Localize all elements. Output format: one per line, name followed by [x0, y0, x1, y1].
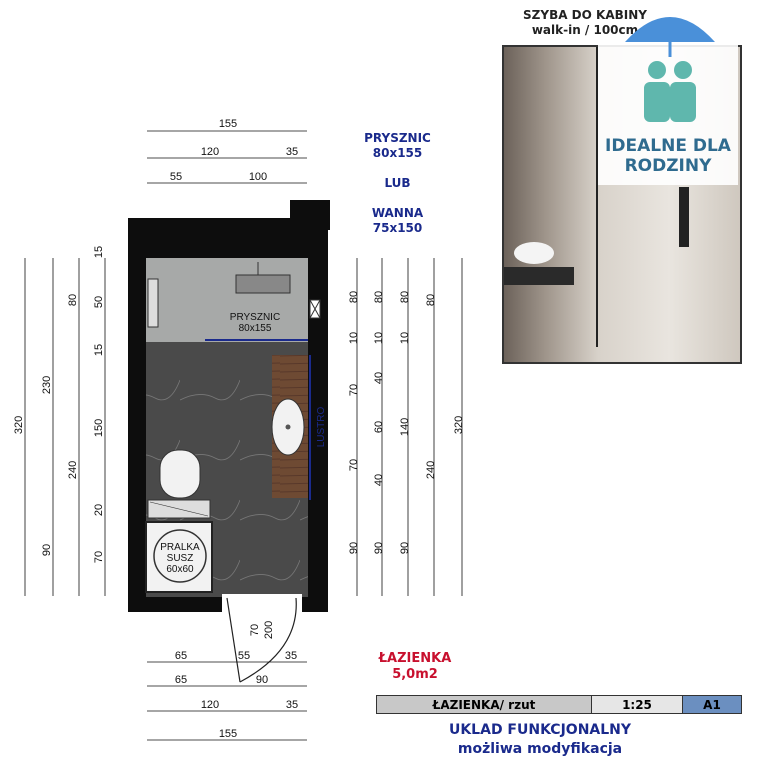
dim-right-a-10: 10 — [348, 331, 360, 345]
dim-door-200: 200 — [263, 620, 275, 640]
dim-left-150: 150 — [93, 418, 105, 438]
dim-right-a-70a: 70 — [348, 383, 360, 397]
dim-right-e-320: 320 — [453, 415, 465, 435]
dim-right-b-60: 60 — [373, 420, 385, 434]
option-shower-size: 80x155 — [372, 146, 423, 160]
room-name: ŁAZIENKA — [378, 651, 452, 666]
photo-caption-line1: SZYBA DO KABINY — [523, 8, 647, 22]
title-block-scale: 1:25 — [592, 696, 683, 713]
door-opening — [222, 594, 302, 614]
dim-left-90a: 90 — [41, 543, 53, 557]
badge-text-line2: RODZINY — [624, 156, 712, 176]
dim-left-80: 80 — [67, 293, 79, 307]
option-shower-title: PRYSZNIC — [364, 131, 431, 145]
dim-right-b-10: 10 — [373, 331, 385, 345]
dim-bottom-65a: 65 — [174, 650, 188, 662]
dim-left-15a: 15 — [93, 245, 105, 259]
title-block-sheet: A1 — [683, 696, 741, 713]
shower-wall-niche — [148, 279, 158, 327]
dim-bottom-35b: 35 — [285, 699, 299, 711]
dim-right-d-80: 80 — [425, 293, 437, 307]
option-bath-title: WANNA — [371, 206, 424, 220]
badge-text-line1: IDEALNE DLA — [605, 136, 731, 156]
dim-door-70: 70 — [249, 623, 261, 637]
dim-left-70: 70 — [93, 550, 105, 564]
dim-right-c-80: 80 — [399, 290, 411, 304]
dim-top-100: 100 — [248, 171, 268, 183]
option-bath-size: 75x150 — [372, 221, 423, 235]
dim-bottom-155: 155 — [218, 728, 238, 740]
dim-right-d-240: 240 — [425, 460, 437, 480]
dim-left-15b: 15 — [93, 343, 105, 357]
shower-area — [146, 258, 308, 342]
footer-subtitle: możliwa modyfikacja — [457, 741, 623, 757]
dim-top-120: 120 — [200, 146, 220, 158]
umbrella-icon — [620, 2, 720, 132]
dim-left-320: 320 — [13, 415, 25, 435]
dim-right-c-10: 10 — [399, 331, 411, 345]
dim-right-a-80: 80 — [348, 290, 360, 304]
dim-right-a-90: 90 — [348, 541, 360, 555]
dim-top-35: 35 — [285, 146, 299, 158]
dim-bottom-90: 90 — [255, 674, 269, 686]
dim-right-c-140: 140 — [399, 417, 411, 437]
dim-right-a-70b: 70 — [348, 458, 360, 472]
dim-left-20: 20 — [93, 503, 105, 517]
dim-left-230: 230 — [41, 375, 53, 395]
dim-right-b-90: 90 — [373, 541, 385, 555]
shower-drain-icon — [236, 275, 290, 293]
dim-top-155: 155 — [218, 118, 238, 130]
washer-label: PRALKA — [160, 542, 200, 553]
dim-right-b-80: 80 — [373, 290, 385, 304]
washer-size: 60x60 — [166, 564, 194, 575]
photo-caption-line2: walk-in / 100cm — [531, 23, 639, 37]
dim-right-b-40a: 40 — [373, 371, 385, 385]
title-block-name: ŁAZIENKA/ rzut — [377, 696, 592, 713]
dim-top-55: 55 — [169, 171, 183, 183]
dim-left-50: 50 — [93, 295, 105, 309]
toilet-icon — [160, 450, 200, 498]
dim-right-b-40b: 40 — [373, 473, 385, 487]
mirror-label: LUSTRO — [316, 406, 327, 448]
washer-dryer-label: SUSZ — [166, 553, 194, 564]
title-block — [376, 695, 742, 714]
option-or: LUB — [384, 176, 411, 190]
dim-bottom-55: 55 — [237, 650, 251, 662]
footer-title: UKLAD FUNKCJONALNY — [448, 722, 632, 738]
shower-size: 80x155 — [238, 323, 272, 334]
room-area: 5,0m2 — [392, 667, 438, 682]
dim-right-c-90: 90 — [399, 541, 411, 555]
dim-bottom-65b: 65 — [174, 674, 188, 686]
dim-left-240: 240 — [67, 460, 79, 480]
shower-label: PRYSZNIC — [229, 312, 281, 323]
dim-bottom-120: 120 — [200, 699, 220, 711]
dim-bottom-35a: 35 — [284, 650, 298, 662]
